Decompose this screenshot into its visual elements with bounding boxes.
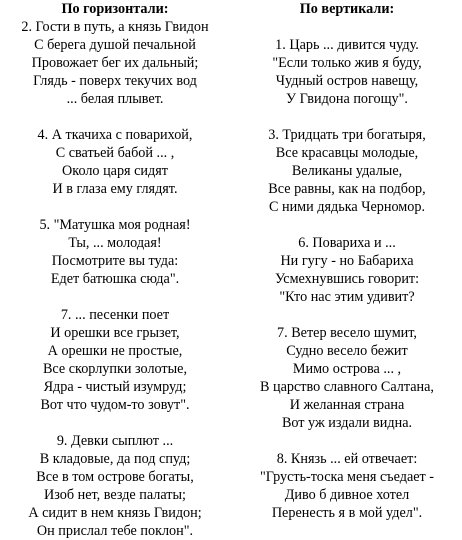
- verse-line: 6. Повариха и ...: [298, 235, 396, 251]
- verse-line: Все скорлупки золотые,: [42, 361, 188, 377]
- verse-line: Посмотрите вы туда:: [51, 253, 179, 269]
- verse-line: Провожает бег их дальный;: [31, 55, 199, 71]
- verse-line: Все в том острове богаты,: [36, 469, 194, 485]
- verse-line: У Гвидона погощу".: [286, 91, 408, 107]
- verse-line: И в глаза ему глядят.: [52, 181, 178, 197]
- clue-verse-4-across: [0, 126, 230, 198]
- clue-verse-5-across: [0, 216, 230, 288]
- clue-verse-3-down: [232, 126, 462, 216]
- clue-verse-2-across: [0, 18, 230, 108]
- verse-line: Ядра - чистый изумруд;: [43, 379, 187, 395]
- verse-line: Чудный остров навещу,: [275, 73, 419, 89]
- verse-line: Ты, ... молодая!: [68, 235, 162, 251]
- clue-verse-6-down: [232, 234, 462, 306]
- verse-line: Вот уж издали видна.: [281, 415, 413, 431]
- verse-line: С берега душой печальной: [34, 37, 196, 53]
- verse-line: 9. Девки сыплют ...: [56, 433, 174, 449]
- verse-line: В кладовые, да под спуд;: [39, 451, 191, 467]
- clue-verse-9-across: [0, 432, 230, 540]
- down-header: По вертикали:: [299, 1, 395, 17]
- verse-line: В царство славного Салтана,: [260, 379, 434, 395]
- verse-line: Изоб нет, везде палаты;: [44, 487, 186, 503]
- verse-line: "Кто нас этим удивит?: [279, 289, 415, 305]
- verse-line: А орешки не простые,: [47, 343, 183, 359]
- verse-line: 1. Царь ... дивится чуду.: [275, 37, 419, 53]
- verse-line: А сидит в нем князь Гвидон;: [28, 505, 202, 521]
- verse-line: 8. Князь ... ей отвечает:: [276, 451, 418, 467]
- verse-line: Он прислал тебе поклон".: [36, 523, 194, 539]
- clue-verse-7-across: [0, 306, 230, 414]
- verse-line: 7. Ветер весело шумит,: [277, 325, 417, 341]
- clue-verse-7-down: [232, 324, 462, 432]
- verse-line: Все красавцы молодые,: [275, 145, 419, 161]
- verse-line: Вот что чудом-то зовут".: [40, 397, 190, 413]
- clue-verse-1-down: [232, 36, 462, 108]
- verse-line: Великаны удалые,: [291, 163, 403, 179]
- verse-line: "Если только жив я буду,: [272, 55, 422, 71]
- verse-line: Глядь - поверх текучих вод: [33, 73, 197, 89]
- verse-line: Едет батюшка сюда".: [50, 271, 180, 287]
- verse-line: "Грусть-тоска меня съедает -: [259, 469, 435, 485]
- verse-line: 3. Тридцать три богатыря,: [268, 127, 426, 143]
- across-header: По горизонтали:: [61, 1, 169, 17]
- verse-line: 4. А ткачиха с поварихой,: [37, 127, 193, 143]
- verse-line: 7. ... песенки поет: [60, 307, 170, 323]
- verse-line: С ними дядька Черномор.: [268, 199, 425, 215]
- verse-line: 5. "Матушка моя родная!: [39, 217, 191, 233]
- verse-line: 2. Гости в путь, а князь Гвидон: [21, 19, 209, 35]
- clue-verse-8-down: [232, 450, 462, 522]
- verse-line: С сватьей бабой ... ,: [55, 145, 175, 161]
- verse-line: И орешки все грызет,: [50, 325, 180, 341]
- across-column: [0, 0, 230, 540]
- verse-line: Судно весело бежит: [286, 343, 408, 359]
- verse-line: ... белая плывет.: [66, 91, 164, 107]
- verse-line: Все равны, как на подбор,: [268, 181, 426, 197]
- verse-line: Мимо острова ... ,: [292, 361, 402, 377]
- verse-line: Около царя сидят: [62, 163, 168, 179]
- down-column: [232, 0, 462, 522]
- verse-line: Диво б дивное хотел: [284, 487, 410, 503]
- verse-line: Усмехнувшись говорит:: [274, 271, 420, 287]
- verse-line: Ни гугу - но Бабариха: [280, 253, 414, 269]
- verse-line: И желанная страна: [289, 397, 405, 413]
- verse-line: Перенесть я в мой удел".: [271, 505, 423, 521]
